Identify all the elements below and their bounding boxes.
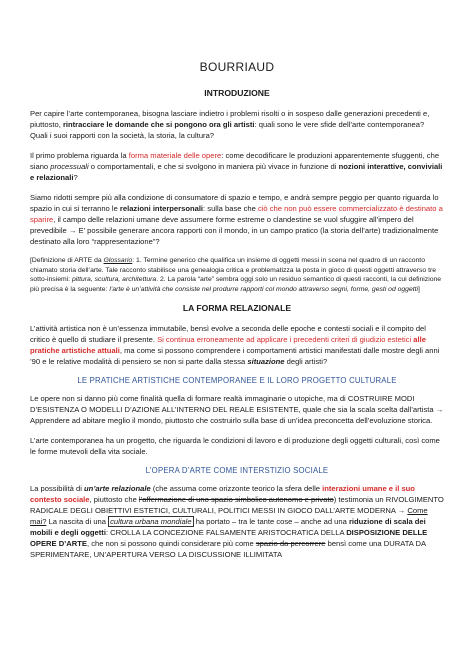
paragraph-pratiche-2: L’arte contemporanea ha un progetto, che riguarda le condizioni di lavoro e di produzione degli oggetti culturali, così come le forme mutevoli della vita sociale. — [30, 436, 440, 457]
paragraph-intro-1: Per capire l’arte contemporanea, bisogna lasciare indietro i problemi risolti o in sospeso dalle generazioni precedenti e, piuttosto, rintracciare le domande che si pongono ora gli artisti: quali sono le vere sfide dell’arte contemporanea? Quali i suoi rapporti con la società, la storia, la cultura? — [30, 109, 430, 140]
paragraph-forma-1: L’attività artistica non è un’essenza immutabile, bensì evolve a seconda delle epoche e contesti sociali e il compito del critico è quello di studiare il presente. Si continua erroneamente ad applicare i precedenti criteri di giudizio estetici alle pratiche artistiche attuali, ma come si possono comprendere i comportamenti artistici manifestati dalle mostre degli anni ’90 e le relative modalità di pensiero se non si parte dalla stessa situazione degli artisti? — [30, 324, 440, 367]
paragraph-pratiche-1: Le opere non si danno più come finalità quella di formare realtà immaginarie o utopiche, ma di COSTRUIRE MODI D’ESISTENZA O MODELLI D’AZIONE ALL’INTERNO DEL REALE ESISTENTE, quale che sia la scala scelta dall’artista → Apprendere ad abitare meglio il mondo, piuttosto che costruirlo sulla base di un’idea preconcetta dell’evoluzione storica. — [30, 394, 444, 426]
heading-forma-relazionale: LA FORMA RELAZIONALE — [182, 303, 292, 314]
document-title: BOURRIAUD — [199, 60, 275, 74]
heading-interstizio-sociale: L’OPERA D’ARTE COME INTERSTIZIO SOCIALE — [145, 466, 329, 476]
paragraph-intro-3: Siamo ridotti sempre più alla condizione di consumatore di spazio e tempo, e andrà sempre peggio per quanto riguarda lo spazio in cui si terranno le relazioni interpersonali: sulla base che ciò che non può essere commercializzato è destinato a sparire, il campo delle relazioni umane deve assumere forme estreme o clandestine se vuol sfuggire all’impero del prevedibile → E’ possibile generare ancora rapporti con il mondo, in un campo pratico (la storia dell’arte) tradizionalmente destinato alla loro “rappresentazione”? — [30, 193, 443, 246]
paragraph-definizione-arte: [Definizione di ARTE da Glossario: 1. Termine generico che qualifica un insieme di oggetti messi in scena nel quadro di un racconto chiamato storia dell’arte. Tale racconto stabilisce una genealogia critica e problematizza la posta in gioco di questi oggetti attraverso tre sotto-insiemi: pittura, scultura, architettura. 2. La parola “arte” sembra oggi solo un residuo semantico di questi racconti, la cui definizione più precisa è la seguente: l’arte è un’attività che consiste nel produrre rapporti col mondo attraverso segni, forme, gesti od oggetti] — [30, 257, 442, 293]
paragraph-intro-2: Il primo problema riguarda la forma materiale delle opere: come decodificare le produzioni apparentemente sfuggenti, che siano processuali o comportamentali, e che si svolgono in maniera più vivace in funzione di nozioni interattive, conviviali e relazionali? — [30, 151, 443, 182]
heading-introduzione: INTRODUZIONE — [204, 88, 270, 98]
paragraph-interstizio-1: La possibilità di un’arte relazionale (che assuma come orizzonte teorico la sfera delle interazioni umane e il suo contesto sociale, piuttosto che l’affermazione di uno spazio simbolico autonomo e privato) testimonia un RIVOLGIMENTO RADICALE DEGLI OBIETTIVI ESTETICI, CULTURALI, POLITICI MESSI IN GIOCO DALL’ARTE MODERNA → Come mai? La nascita di una cultura urbana mondiale ha portato – tra le tante cose – anche ad una riduzione di scala dei mobili e degli oggetti: CROLLA LA CONCEZIONE FALSAMENTE ARISTOCRATICA DELLA DISPOSIZIONE DELLE OPERE D’ARTE, che non si possono quindi considerare più come spazio da percorrere bensì come una DURATA DA SPERIMENTARE, UN’APERTURA VERSO LA DISCUSSIONE ILLIMITATA — [30, 484, 444, 560]
heading-pratiche-artistiche: LE PRATICHE ARTISTICHE CONTEMPORANEE E IL LORO PROGETTO CULTURALE — [77, 376, 397, 386]
